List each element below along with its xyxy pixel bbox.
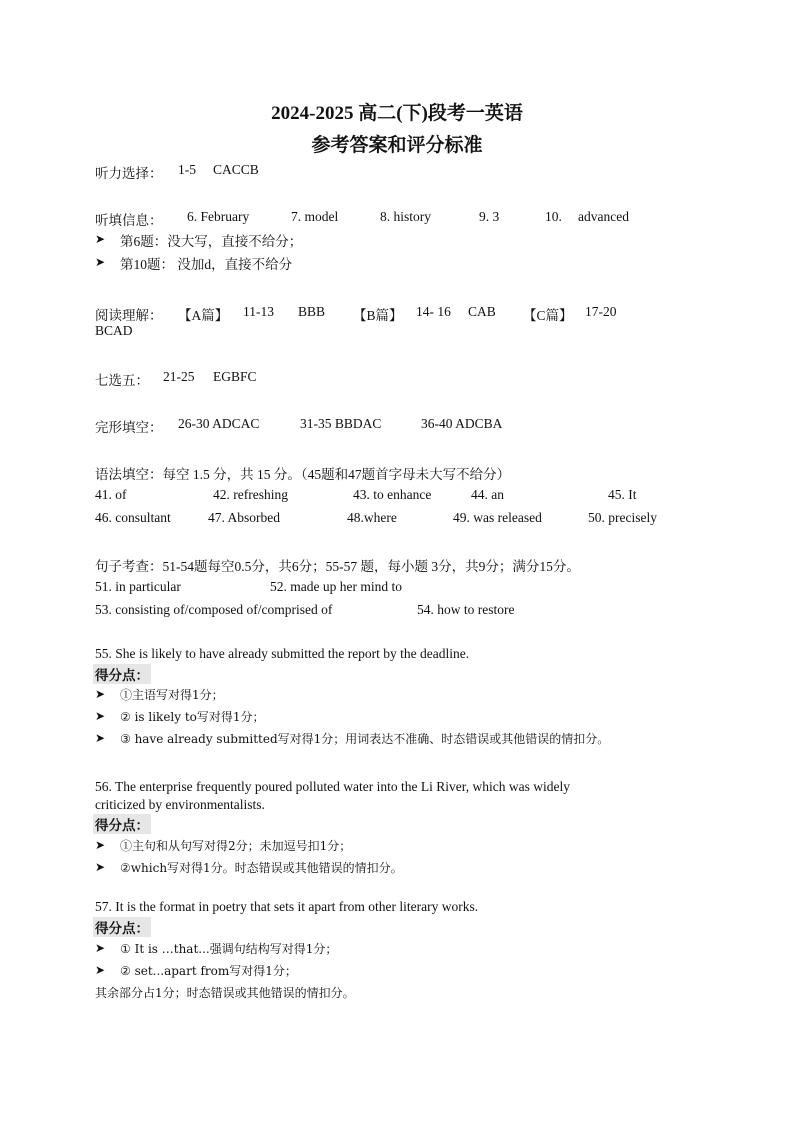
- score-point: ② is likely to写对得1分；: [120, 710, 265, 724]
- sentence-answer: 54. how to restore: [417, 602, 515, 617]
- reading-c-answers: BCAD: [95, 323, 133, 338]
- grammar-answer: 49. was released: [453, 510, 542, 525]
- grammar-answer: 50. precisely: [588, 510, 657, 525]
- arrow-bullet-icon: ➤: [95, 731, 106, 745]
- grammar-answer: 48.where: [347, 510, 397, 525]
- q57-sentence: 57. It is the format in poetry that sets it apart from other literary works.: [95, 899, 479, 914]
- arrow-bullet-icon: ➤: [95, 232, 106, 246]
- fill-item: 10.: [545, 209, 562, 224]
- score-points-label: 得分点：: [93, 664, 151, 684]
- listening-range: 1-5: [178, 162, 196, 177]
- reading-a-tag: 【A篇】: [178, 308, 229, 323]
- reading-b-tag: 【B篇】: [353, 308, 403, 323]
- fill-note: 第10题： 没加d，直接不给分: [120, 257, 293, 272]
- score-point: ①主语写对得1分；: [120, 688, 224, 702]
- sentence-header: 句子考查：51-54题每空0.5分，共6分；55-57 题，每小题 3分，共9分；满分15分。: [95, 559, 580, 574]
- arrow-bullet-icon: ➤: [95, 255, 106, 269]
- listening-answers: CACCB: [213, 162, 259, 177]
- sentence-answer: 52. made up her mind to: [270, 579, 402, 594]
- fill-label: 听填信息：: [95, 213, 163, 228]
- cloze-group: 31-35 BBDAC: [300, 416, 382, 431]
- cloze-group: 26-30 ADCAC: [178, 416, 260, 431]
- grammar-answer: 46. consultant: [95, 510, 171, 525]
- cloze-label: 完形填空：: [95, 420, 163, 435]
- grammar-answer: 47. Absorbed: [208, 510, 280, 525]
- arrow-bullet-icon: ➤: [95, 687, 106, 701]
- listening-label: 听力选择：: [95, 166, 163, 181]
- seven-range: 21-25: [163, 369, 195, 384]
- score-point: ③ have already submitted写对得1分；用词表达不准确、时态错误或其他错误的情扣分。: [120, 732, 610, 746]
- score-point: ①主句和从句写对得2分；未加逗号扣1分；: [120, 839, 352, 853]
- grammar-answer: 43. to enhance: [353, 487, 432, 502]
- seven-answers: EGBFC: [213, 369, 257, 384]
- grammar-answer: 44. an: [471, 487, 504, 502]
- sentence-answer: 51. in particular: [95, 579, 181, 594]
- score-points-label: 得分点：: [93, 917, 151, 937]
- fill-item: 6. February: [187, 209, 250, 224]
- score-point: ② set...apart from写对得1分；: [120, 964, 297, 978]
- arrow-bullet-icon: ➤: [95, 860, 106, 874]
- fill-item: 9. 3: [479, 209, 500, 224]
- reading-c-range: 17-20: [585, 304, 617, 319]
- q56-sentence: 56. The enterprise frequently poured polluted water into the Li River, which was widely: [95, 779, 570, 794]
- fill-item: advanced: [578, 209, 629, 224]
- reading-b-answers: CAB: [468, 304, 496, 319]
- q57-footer-note: 其余部分占1分；时态错误或其他错误的情扣分。: [95, 986, 355, 1000]
- page-subtitle: 参考答案和评分标准: [311, 135, 483, 156]
- q55-sentence: 55. She is likely to have already submitted the report by the deadline.: [95, 646, 470, 661]
- score-point: ① It is …that...强调句结构写对得1分；: [120, 942, 338, 956]
- cloze-group: 36-40 ADCBA: [421, 416, 503, 431]
- arrow-bullet-icon: ➤: [95, 709, 106, 723]
- score-points-label: 得分点：: [93, 814, 151, 834]
- reading-a-range: 11-13: [243, 304, 274, 319]
- grammar-answer: 41. of: [95, 487, 127, 502]
- arrow-bullet-icon: ➤: [95, 963, 106, 977]
- page-title: 2024-2025 高二(下)段考一英语: [271, 103, 523, 124]
- reading-label: 阅读理解：: [95, 308, 163, 323]
- fill-item: 8. history: [380, 209, 432, 224]
- q56-sentence-cont: criticized by environmentalists.: [95, 797, 265, 812]
- reading-a-answers: BBB: [298, 304, 326, 319]
- seven-label: 七选五：: [95, 373, 149, 388]
- fill-item: 7. model: [291, 209, 339, 224]
- fill-note: 第6题：没大写，直接不给分；: [120, 234, 303, 249]
- sentence-answer: 53. consisting of/composed of/comprised of: [95, 602, 333, 617]
- arrow-bullet-icon: ➤: [95, 941, 106, 955]
- grammar-header: 语法填空：每空 1.5 分，共 15 分。（45题和47题首字母未大写不给分）: [95, 467, 511, 482]
- score-point: ②which写对得1分。时态错误或其他错误的情扣分。: [120, 861, 403, 875]
- reading-b-range: 14- 16: [416, 304, 451, 319]
- reading-c-tag: 【C篇】: [523, 308, 573, 323]
- grammar-answer: 42. refreshing: [213, 487, 288, 502]
- arrow-bullet-icon: ➤: [95, 838, 106, 852]
- grammar-answer: 45. It: [608, 487, 637, 502]
